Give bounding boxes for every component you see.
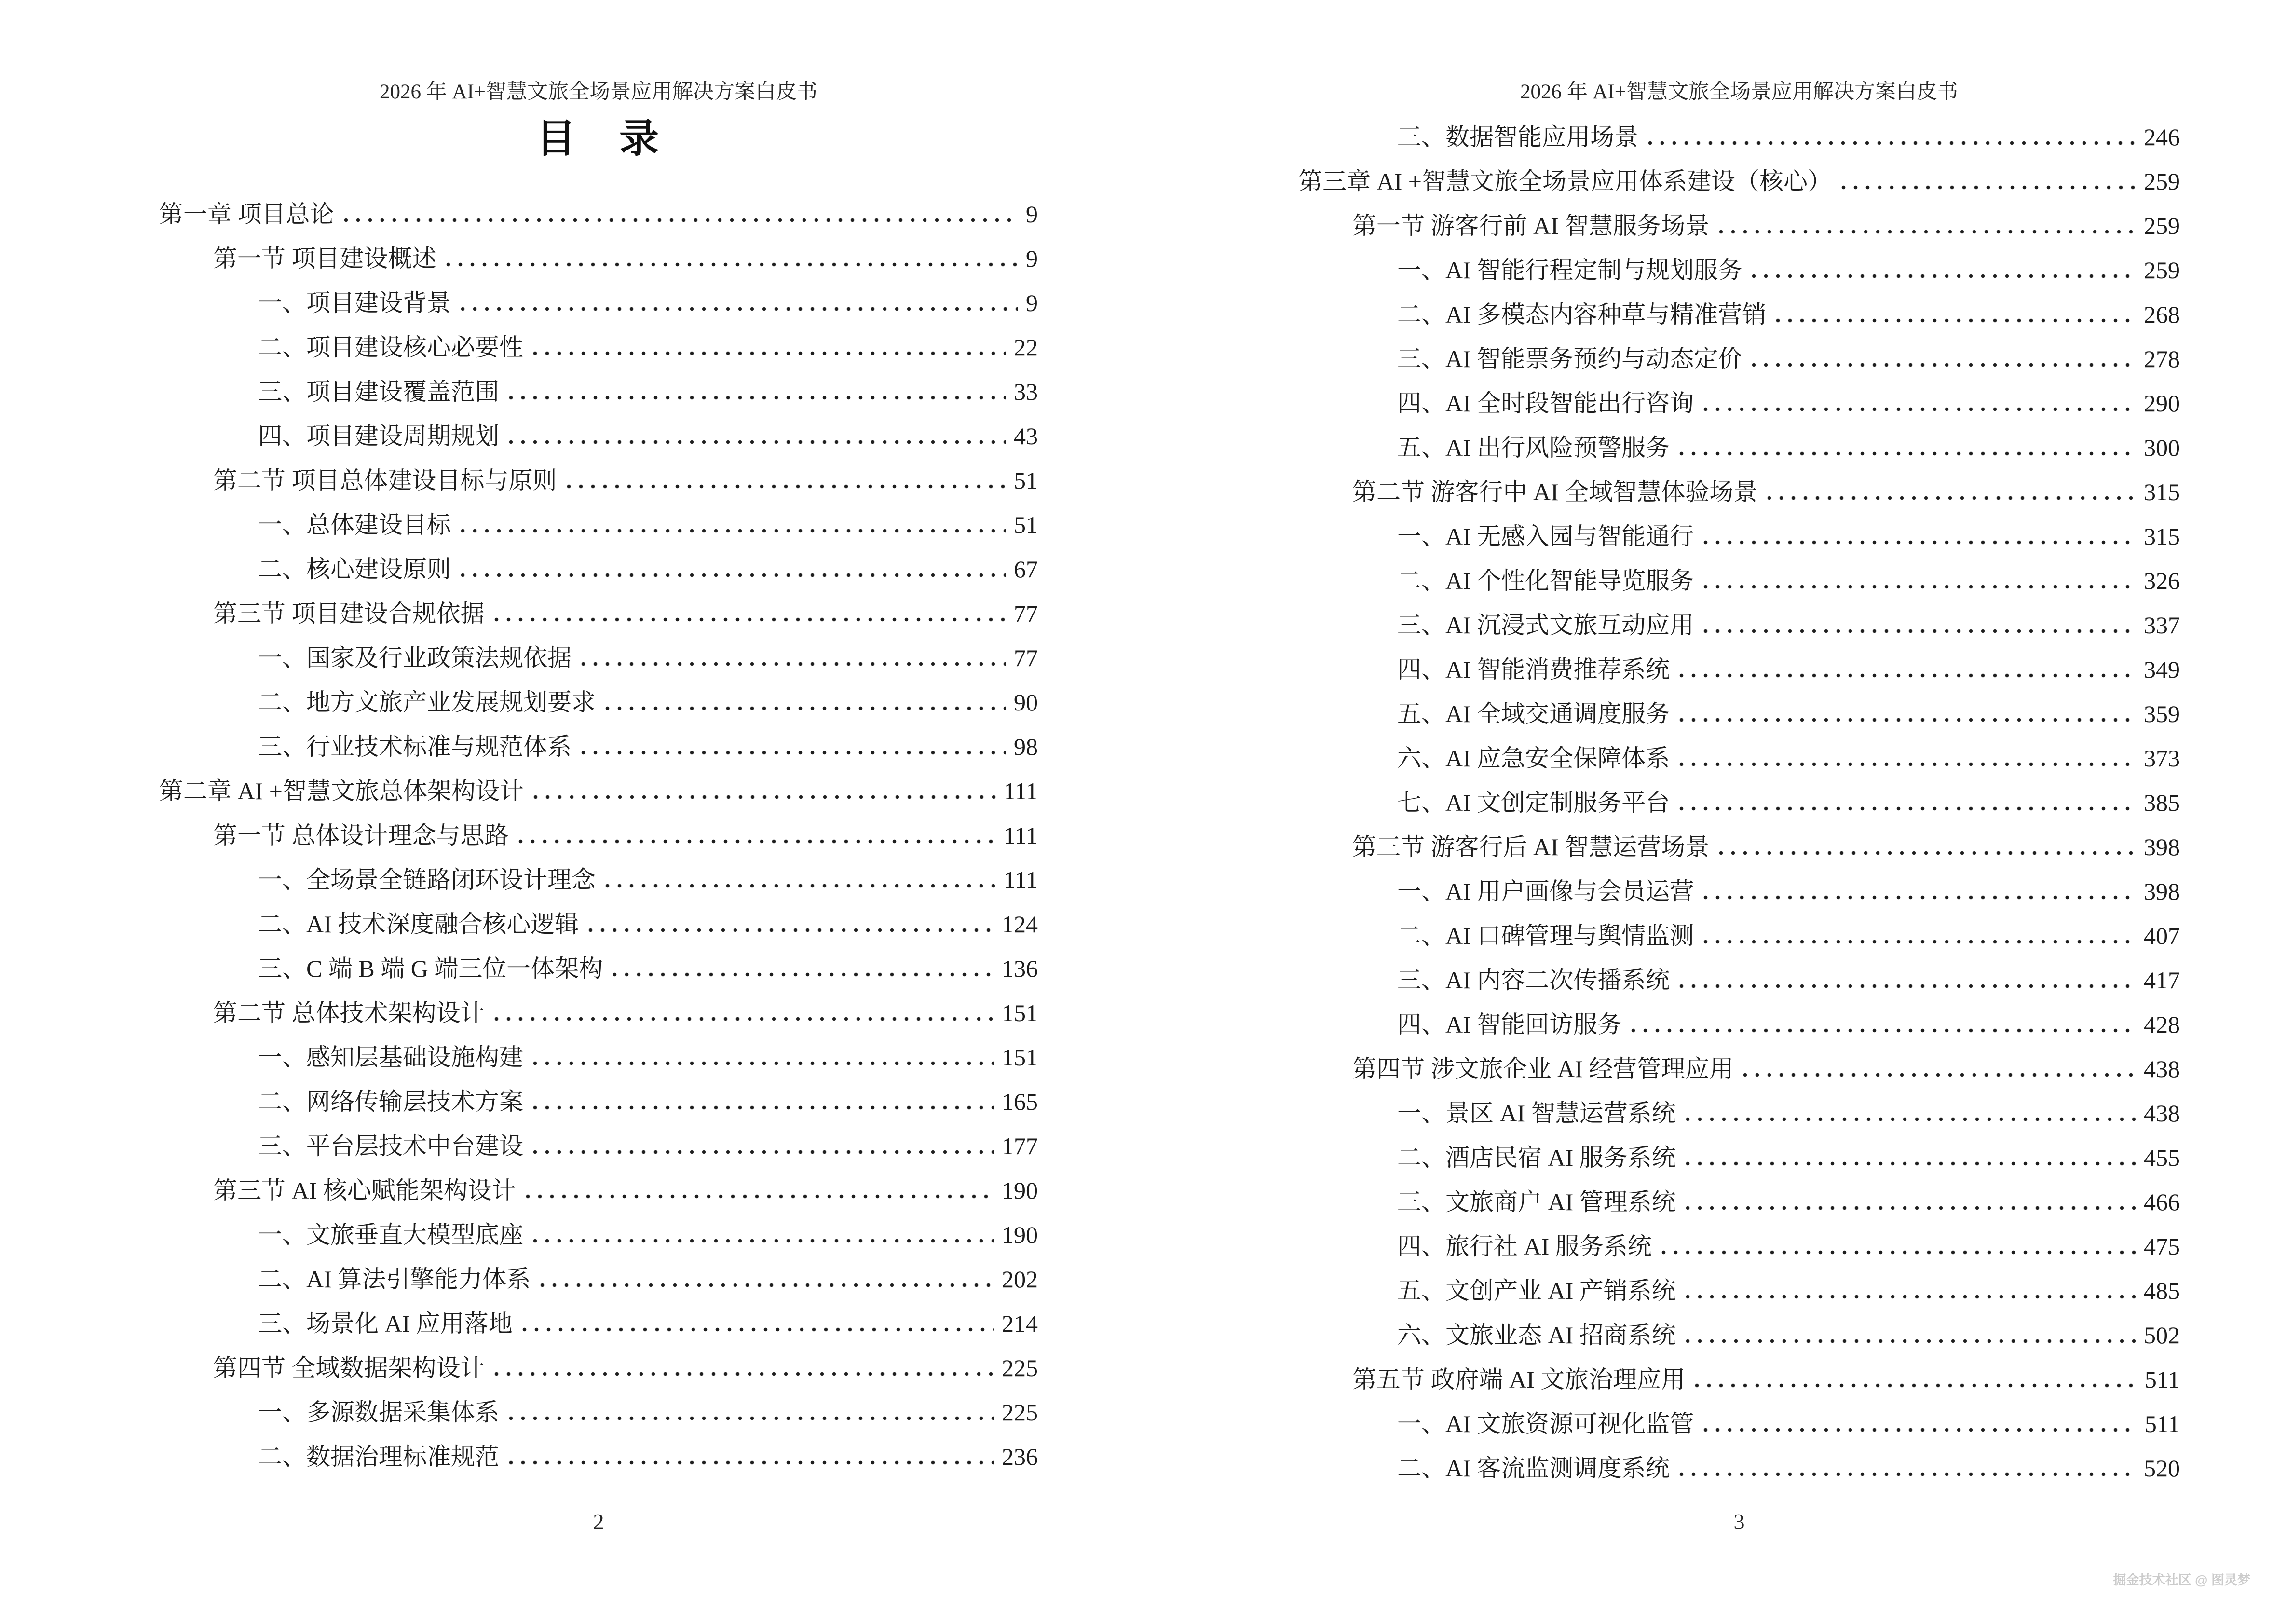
toc-entry-label: 二、数据治理标准规范 bbox=[258, 1443, 499, 1470]
dot-leader bbox=[509, 440, 1006, 444]
toc-entry bbox=[159, 760, 1038, 805]
dot-leader bbox=[518, 839, 996, 844]
toc-entry-page-number: 51 bbox=[1014, 467, 1038, 494]
toc-entry-page-number: 67 bbox=[1014, 556, 1038, 583]
toc-entry-label: 第二节 项目总体建设目标与原则 bbox=[213, 467, 557, 494]
toc-entry-page-number: 225 bbox=[1002, 1354, 1038, 1381]
toc-entry-label: 一、总体建设目标 bbox=[258, 511, 451, 538]
toc-entry bbox=[159, 1204, 1038, 1248]
toc-entry bbox=[159, 583, 1038, 627]
toc-entry-label: 一、感知层基础设施构建 bbox=[258, 1044, 523, 1071]
toc-entry-page-number: 300 bbox=[2144, 434, 2180, 461]
dot-leader bbox=[1686, 1206, 2136, 1210]
dot-leader bbox=[1686, 1117, 2136, 1121]
dot-leader bbox=[1703, 407, 2136, 411]
toc-entry bbox=[1298, 1260, 2180, 1304]
toc-entry-label: 四、旅行社 AI 服务系统 bbox=[1397, 1233, 1652, 1260]
dot-leader bbox=[533, 1105, 994, 1110]
toc-entry bbox=[1298, 1171, 2180, 1215]
toc-entry-label: 一、AI 智能行程定制与规划服务 bbox=[1397, 257, 1742, 284]
toc-entry bbox=[1298, 1437, 2180, 1482]
dot-leader bbox=[494, 617, 1007, 622]
toc-entry bbox=[1298, 461, 2180, 505]
toc-entry-label: 四、AI 智能回访服务 bbox=[1397, 1011, 1622, 1038]
toc-entry-label: 第二节 总体技术架构设计 bbox=[213, 999, 485, 1026]
toc-entry-label: 五、AI 出行风险预警服务 bbox=[1397, 434, 1670, 461]
dot-leader bbox=[588, 928, 994, 932]
toc-entry bbox=[159, 272, 1038, 316]
toc-entry bbox=[159, 1426, 1038, 1470]
dot-leader bbox=[1703, 629, 2136, 633]
toc-entry bbox=[1298, 328, 2180, 372]
toc-entry-page-number: 136 bbox=[1002, 955, 1038, 982]
page-number: 2 bbox=[593, 1509, 604, 1534]
toc-entry-label: 第三章 AI +智慧文旅全场景应用体系建设（核心） bbox=[1298, 168, 1832, 195]
toc-entry bbox=[1298, 106, 2180, 150]
toc-entry-label: 三、AI 内容二次传播系统 bbox=[1397, 967, 1670, 994]
toc-entry-page-number: 225 bbox=[1002, 1399, 1038, 1426]
toc-entry-label: 一、AI 文旅资源可视化监管 bbox=[1397, 1410, 1694, 1437]
toc-entry bbox=[1298, 417, 2180, 461]
toc-entry-page-number: 337 bbox=[2144, 612, 2180, 639]
toc-entry bbox=[1298, 727, 2180, 772]
toc-entry-page-number: 259 bbox=[2144, 168, 2180, 195]
toc-entry bbox=[1298, 772, 2180, 816]
toc-entry-page-number: 190 bbox=[1002, 1177, 1038, 1204]
toc-entry bbox=[1298, 1304, 2180, 1349]
toc-entry-page-number: 90 bbox=[1014, 689, 1038, 716]
toc-entry-page-number: 315 bbox=[2144, 523, 2180, 550]
dot-leader bbox=[522, 1327, 994, 1332]
toc-entry-label: 二、AI 算法引擎能力体系 bbox=[258, 1266, 531, 1293]
toc-page-right bbox=[1298, 0, 2180, 1624]
toc-entry-page-number: 290 bbox=[2144, 390, 2180, 417]
toc-entry-label: 第三节 项目建设合规依据 bbox=[213, 600, 485, 627]
dot-leader bbox=[1695, 1383, 2137, 1388]
toc-entry bbox=[1298, 1082, 2180, 1127]
toc-entry-label: 二、酒店民宿 AI 服务系统 bbox=[1397, 1144, 1676, 1171]
toc-entry-page-number: 98 bbox=[1014, 733, 1038, 760]
dot-leader bbox=[494, 1017, 994, 1021]
toc-entry-page-number: 511 bbox=[2144, 1410, 2180, 1437]
toc-entry bbox=[159, 671, 1038, 716]
dot-leader bbox=[1767, 496, 2136, 500]
toc-entry bbox=[1298, 860, 2180, 905]
toc-title: 目 录 bbox=[536, 117, 661, 161]
toc-entry bbox=[1298, 639, 2180, 683]
dot-leader bbox=[1752, 363, 2136, 367]
toc-entry-label: 二、AI 口碑管理与舆情监测 bbox=[1397, 922, 1694, 949]
toc-entry bbox=[159, 228, 1038, 272]
toc-entry-page-number: 111 bbox=[1003, 778, 1038, 805]
dot-leader bbox=[1776, 318, 2136, 323]
toc-entry-page-number: 111 bbox=[1003, 866, 1038, 893]
dot-leader bbox=[509, 1416, 994, 1420]
toc-entry bbox=[1298, 1038, 2180, 1082]
toc-entry-label: 三、场景化 AI 应用落地 bbox=[258, 1310, 513, 1337]
toc-entry-page-number: 33 bbox=[1014, 378, 1038, 405]
toc-entry bbox=[1298, 505, 2180, 550]
toc-entry-page-number: 246 bbox=[2144, 123, 2180, 150]
toc-entry bbox=[1298, 683, 2180, 727]
dot-leader bbox=[1679, 806, 2136, 811]
toc-entry-page-number: 111 bbox=[1003, 822, 1038, 849]
dot-leader bbox=[533, 1150, 994, 1154]
toc-entry-label: 六、AI 应急安全保障体系 bbox=[1397, 745, 1670, 772]
dot-leader bbox=[581, 662, 1006, 666]
toc-entry bbox=[1298, 150, 2180, 195]
dot-leader bbox=[613, 972, 994, 977]
dot-leader bbox=[1686, 1339, 2136, 1343]
toc-entry-page-number: 502 bbox=[2144, 1322, 2180, 1349]
toc-entry-label: 七、AI 文创定制服务平台 bbox=[1397, 789, 1670, 816]
dot-leader bbox=[1679, 984, 2136, 988]
toc-entry-label: 四、项目建设周期规划 bbox=[258, 423, 499, 450]
toc-entry-page-number: 236 bbox=[1002, 1443, 1038, 1470]
toc-entry-label: 第三节 游客行后 AI 智慧运营场景 bbox=[1352, 833, 1710, 860]
toc-entry-label: 第五节 政府端 AI 文旅治理应用 bbox=[1352, 1366, 1686, 1393]
toc-entry bbox=[159, 494, 1038, 538]
toc-entry bbox=[1298, 372, 2180, 417]
toc-entry-page-number: 259 bbox=[2144, 257, 2180, 284]
toc-entry-page-number: 22 bbox=[1014, 334, 1038, 361]
toc-entry-label: 第四节 涉文旅企业 AI 经营管理应用 bbox=[1352, 1055, 1734, 1082]
toc-entry-page-number: 259 bbox=[2144, 212, 2180, 239]
dot-leader bbox=[494, 1372, 994, 1376]
dot-leader bbox=[461, 573, 1006, 577]
toc-entry bbox=[1298, 1215, 2180, 1260]
dot-leader bbox=[1703, 895, 2136, 900]
toc-entry-page-number: 268 bbox=[2144, 301, 2180, 328]
dot-leader bbox=[446, 262, 1019, 267]
toc-entry-page-number: 214 bbox=[1002, 1310, 1038, 1337]
toc-list bbox=[1298, 106, 2180, 1482]
toc-entry-label: 三、行业技术标准与规范体系 bbox=[258, 733, 572, 760]
toc-entry-page-number: 9 bbox=[1026, 289, 1038, 316]
toc-entry bbox=[159, 1071, 1038, 1115]
toc-entry bbox=[159, 1381, 1038, 1426]
dot-leader bbox=[1661, 1250, 2136, 1255]
toc-entry-page-number: 520 bbox=[2144, 1455, 2180, 1482]
toc-entry bbox=[159, 1160, 1038, 1204]
toc-entry-label: 三、文旅商户 AI 管理系统 bbox=[1397, 1188, 1676, 1215]
dot-leader bbox=[1631, 1028, 2136, 1033]
toc-entry-page-number: 475 bbox=[2144, 1233, 2180, 1260]
toc-entry-page-number: 428 bbox=[2144, 1011, 2180, 1038]
toc-entry-label: 一、项目建设背景 bbox=[258, 289, 451, 316]
toc-entry-label: 一、景区 AI 智慧运营系统 bbox=[1397, 1100, 1676, 1127]
dot-leader bbox=[1743, 1073, 2136, 1077]
toc-entry bbox=[1298, 1127, 2180, 1171]
toc-entry-page-number: 438 bbox=[2144, 1055, 2180, 1082]
toc-entry-page-number: 398 bbox=[2144, 878, 2180, 905]
toc-entry-label: 三、数据智能应用场景 bbox=[1397, 123, 1638, 150]
toc-entry-page-number: 455 bbox=[2144, 1144, 2180, 1171]
toc-entry bbox=[1298, 905, 2180, 949]
toc-entry bbox=[159, 716, 1038, 760]
dot-leader bbox=[1719, 230, 2136, 234]
toc-entry-page-number: 385 bbox=[2144, 789, 2180, 816]
dot-leader bbox=[1679, 673, 2136, 678]
dot-leader bbox=[1703, 540, 2136, 545]
toc-entry bbox=[1298, 284, 2180, 328]
toc-entry bbox=[159, 361, 1038, 405]
toc-entry-page-number: 278 bbox=[2144, 345, 2180, 372]
toc-entry-label: 第一节 游客行前 AI 智慧服务场景 bbox=[1352, 212, 1710, 239]
dot-leader bbox=[1686, 1295, 2136, 1299]
toc-entry-page-number: 151 bbox=[1002, 999, 1038, 1026]
toc-entry-page-number: 51 bbox=[1014, 511, 1038, 538]
toc-entry-label: 一、多源数据采集体系 bbox=[258, 1399, 499, 1426]
dot-leader bbox=[1679, 451, 2136, 456]
toc-entry bbox=[1298, 550, 2180, 594]
toc-entry-page-number: 9 bbox=[1026, 201, 1038, 228]
dot-leader bbox=[509, 396, 1006, 400]
dot-leader bbox=[1686, 1161, 2136, 1166]
toc-entry bbox=[159, 627, 1038, 671]
toc-entry-label: 第一章 项目总论 bbox=[159, 201, 334, 228]
dot-leader bbox=[344, 218, 1019, 222]
toc-entry-label: 二、项目建设核心必要性 bbox=[258, 334, 523, 361]
toc-entry bbox=[159, 1248, 1038, 1293]
toc-entry-label: 二、AI 技术深度融合核心逻辑 bbox=[258, 911, 579, 938]
dot-leader bbox=[581, 751, 1006, 755]
toc-entry bbox=[159, 893, 1038, 938]
toc-entry bbox=[1298, 195, 2180, 239]
toc-entry-label: 三、平台层技术中台建设 bbox=[258, 1133, 523, 1160]
toc-entry-label: 三、项目建设覆盖范围 bbox=[258, 378, 499, 405]
toc-entry-label: 二、AI 客流监测调度系统 bbox=[1397, 1455, 1670, 1482]
toc-entry-label: 三、AI 沉浸式文旅互动应用 bbox=[1397, 612, 1694, 639]
dot-leader bbox=[461, 529, 1006, 533]
toc-entry bbox=[159, 849, 1038, 893]
dot-leader bbox=[533, 1239, 994, 1243]
dot-leader bbox=[526, 1194, 994, 1199]
toc-entry-page-number: 373 bbox=[2144, 745, 2180, 772]
toc-entry-page-number: 511 bbox=[2144, 1366, 2180, 1393]
toc-entry-label: 三、C 端 B 端 G 端三位一体架构 bbox=[258, 955, 603, 982]
toc-entry-label: 六、文旅业态 AI 招商系统 bbox=[1397, 1322, 1676, 1349]
toc-entry-label: 二、核心建设原则 bbox=[258, 556, 451, 583]
dot-leader bbox=[509, 1460, 994, 1465]
dot-leader bbox=[1703, 1428, 2137, 1432]
toc-entry-label: 三、AI 智能票务预约与动态定价 bbox=[1397, 345, 1742, 372]
toc-entry-label: 一、文旅垂直大模型底座 bbox=[258, 1221, 523, 1248]
toc-entry-label: 第二节 游客行中 AI 全域智慧体验场景 bbox=[1352, 478, 1758, 505]
toc-entry-label: 二、AI 多模态内容种草与精准营销 bbox=[1397, 301, 1767, 328]
toc-entry-page-number: 9 bbox=[1026, 245, 1038, 272]
toc-entry-page-number: 151 bbox=[1002, 1044, 1038, 1071]
toc-entry bbox=[159, 1293, 1038, 1337]
toc-entry-label: 一、AI 无感入园与智能通行 bbox=[1397, 523, 1694, 550]
toc-entry-page-number: 359 bbox=[2144, 700, 2180, 727]
toc-entry-label: 五、文创产业 AI 产销系统 bbox=[1397, 1277, 1676, 1304]
toc-entry-label: 第一节 总体设计理念与思路 bbox=[213, 822, 509, 849]
toc-entry bbox=[1298, 239, 2180, 284]
toc-entry bbox=[159, 938, 1038, 982]
dot-leader bbox=[567, 484, 1007, 489]
dot-leader bbox=[1679, 718, 2136, 722]
dot-leader bbox=[605, 706, 1006, 710]
toc-list bbox=[159, 183, 1038, 1470]
toc-entry bbox=[159, 538, 1038, 583]
toc-entry-page-number: 165 bbox=[1002, 1088, 1038, 1115]
toc-entry-label: 一、AI 用户画像与会员运营 bbox=[1397, 878, 1694, 905]
toc-entry-page-number: 398 bbox=[2144, 833, 2180, 860]
toc-entry-label: 第二章 AI +智慧文旅总体架构设计 bbox=[159, 778, 524, 805]
toc-entry bbox=[1298, 1349, 2180, 1393]
toc-entry bbox=[159, 805, 1038, 849]
dot-leader bbox=[540, 1283, 994, 1287]
dot-leader bbox=[533, 795, 996, 799]
toc-entry-page-number: 349 bbox=[2144, 656, 2180, 683]
dot-leader bbox=[1752, 274, 2136, 278]
toc-entry-page-number: 315 bbox=[2144, 478, 2180, 505]
toc-entry-page-number: 438 bbox=[2144, 1100, 2180, 1127]
toc-entry-page-number: 43 bbox=[1014, 423, 1038, 450]
toc-entry bbox=[159, 1026, 1038, 1071]
dot-leader bbox=[1719, 851, 2136, 855]
dot-leader bbox=[1648, 141, 2136, 145]
dot-leader bbox=[461, 307, 1018, 311]
toc-entry-label: 第三节 AI 核心赋能架构设计 bbox=[213, 1177, 516, 1204]
toc-entry bbox=[159, 183, 1038, 228]
toc-entry-page-number: 177 bbox=[1002, 1133, 1038, 1160]
watermark: 掘金技术社区 @ 图灵梦 bbox=[2113, 1573, 2250, 1587]
toc-page-left bbox=[159, 0, 1038, 1624]
toc-entry bbox=[159, 450, 1038, 494]
toc-entry-label: 四、AI 全时段智能出行咨询 bbox=[1397, 390, 1694, 417]
toc-entry bbox=[1298, 949, 2180, 994]
dot-leader bbox=[1679, 762, 2136, 766]
toc-entry bbox=[159, 1115, 1038, 1160]
toc-entry-label: 二、AI 个性化智能导览服务 bbox=[1397, 567, 1694, 594]
toc-entry-page-number: 190 bbox=[1002, 1221, 1038, 1248]
toc-entry-label: 二、网络传输层技术方案 bbox=[258, 1088, 523, 1115]
toc-entry-page-number: 77 bbox=[1014, 600, 1038, 627]
toc-entry-page-number: 202 bbox=[1002, 1266, 1038, 1293]
page-header: 2026 年 AI+智慧文旅全场景应用解决方案白皮书 bbox=[379, 81, 818, 103]
toc-entry-label: 五、AI 全域交通调度服务 bbox=[1397, 700, 1670, 727]
toc-entry-label: 四、AI 智能消费推荐系统 bbox=[1397, 656, 1670, 683]
toc-entry-page-number: 326 bbox=[2144, 567, 2180, 594]
toc-entry bbox=[159, 405, 1038, 450]
toc-entry bbox=[159, 316, 1038, 361]
toc-entry-label: 二、地方文旅产业发展规划要求 bbox=[258, 689, 596, 716]
toc-entry bbox=[1298, 816, 2180, 860]
toc-entry-page-number: 417 bbox=[2144, 967, 2180, 994]
page-header: 2026 年 AI+智慧文旅全场景应用解决方案白皮书 bbox=[1520, 81, 1959, 103]
toc-entry-label: 一、全场景全链路闭环设计理念 bbox=[258, 866, 596, 893]
dot-leader bbox=[1703, 585, 2136, 589]
dot-leader bbox=[1841, 185, 2136, 190]
dot-leader bbox=[1703, 940, 2136, 944]
dot-leader bbox=[533, 1061, 994, 1065]
toc-entry-page-number: 124 bbox=[1002, 911, 1038, 938]
toc-entry bbox=[1298, 1393, 2180, 1437]
page-number: 3 bbox=[1733, 1509, 1745, 1534]
toc-entry-page-number: 485 bbox=[2144, 1277, 2180, 1304]
dot-leader bbox=[605, 884, 996, 888]
toc-entry-label: 一、国家及行业政策法规依据 bbox=[258, 644, 572, 671]
toc-entry-page-number: 77 bbox=[1014, 644, 1038, 671]
dot-leader bbox=[1679, 1472, 2136, 1476]
toc-entry-label: 第四节 全域数据架构设计 bbox=[213, 1354, 485, 1381]
dot-leader bbox=[533, 351, 1006, 355]
toc-entry bbox=[159, 1337, 1038, 1381]
toc-entry-page-number: 466 bbox=[2144, 1188, 2180, 1215]
toc-entry bbox=[159, 982, 1038, 1026]
toc-entry-label: 第一节 项目建设概述 bbox=[213, 245, 436, 272]
toc-entry bbox=[1298, 594, 2180, 639]
toc-entry bbox=[1298, 994, 2180, 1038]
toc-entry-page-number: 407 bbox=[2144, 922, 2180, 949]
